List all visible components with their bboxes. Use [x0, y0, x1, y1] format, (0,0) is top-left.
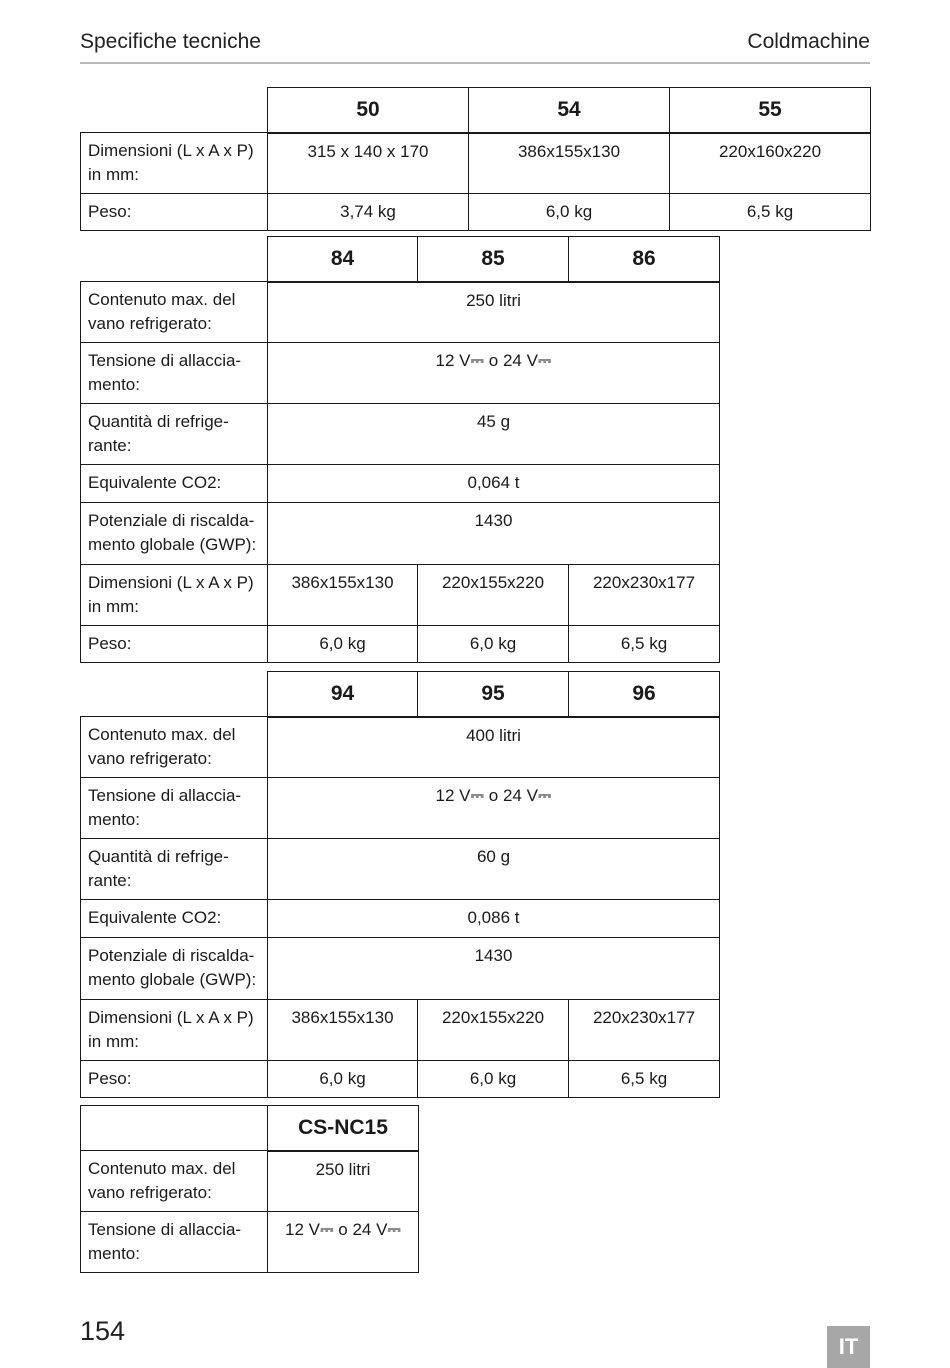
row-label-gwp: Potenziale di riscalda-mento globale (GWP): [81, 503, 268, 565]
row-label-voltage: Tensione di allaccia-mento: [81, 778, 268, 839]
weight-value: 6,0 kg [418, 626, 569, 663]
dimension-value: 386x155x130 [268, 565, 418, 626]
model-header: 95 [418, 672, 569, 717]
model-header: CS-NC15 [268, 1106, 419, 1151]
weight-value: 6,0 kg [469, 194, 670, 231]
page-number: 154 [80, 1316, 126, 1346]
dimension-value: 220x230x177 [569, 565, 720, 626]
spec-table-cs-nc15 [80, 1105, 419, 1273]
dimension-value: 220x230x177 [569, 1000, 720, 1061]
row-label-weight: Peso: [81, 1061, 268, 1098]
gwp-value: 1430 [268, 938, 720, 1000]
capacity-value: 250 litri [268, 282, 720, 343]
model-header: 96 [569, 672, 720, 717]
row-label-dimensions: Dimensioni (L x A x P) in mm: [81, 565, 268, 626]
weight-value: 3,74 kg [268, 194, 469, 231]
voltage-value: 12 V⎓ o 24 V⎓ [268, 343, 720, 404]
row-label-refrigerant: Quantità di refrige-rante: [81, 404, 268, 465]
header-divider [80, 62, 870, 64]
header-empty-cell [81, 1106, 268, 1151]
weight-value: 6,0 kg [268, 1061, 418, 1098]
header-empty-cell [81, 88, 268, 133]
model-header: 54 [469, 88, 670, 133]
voltage-value: 12 V⎓ o 24 V⎓ [268, 1212, 419, 1273]
header-empty-cell [81, 237, 268, 282]
model-header: 85 [418, 237, 569, 282]
row-label-dimensions: Dimensioni (L x A x P) in mm: [81, 1000, 268, 1061]
row-label-weight: Peso: [81, 626, 268, 663]
capacity-value: 250 litri [268, 1151, 419, 1212]
row-label-capacity: Contenuto max. del vano refrigerato: [81, 282, 268, 343]
gwp-value: 1430 [268, 503, 720, 565]
weight-value: 6,5 kg [670, 194, 871, 231]
model-header: 50 [268, 88, 469, 133]
spec-table-50-54-55 [80, 87, 871, 231]
capacity-value: 400 litri [268, 717, 720, 778]
row-label-weight: Peso: [81, 194, 268, 231]
dimension-value: 220x155x220 [418, 1000, 569, 1061]
spec-table-94-95-96 [80, 671, 720, 1098]
language-badge: IT [827, 1326, 870, 1368]
dimension-value: 386x155x130 [469, 133, 670, 194]
row-label-dimensions: Dimensioni (L x A x P) in mm: [81, 133, 268, 194]
section-title: Specifiche tecniche [80, 30, 261, 53]
dimension-value: 315 x 140 x 170 [268, 133, 469, 194]
row-label-capacity: Contenuto max. del vano refrigerato: [81, 717, 268, 778]
model-header: 94 [268, 672, 418, 717]
co2-value: 0,086 t [268, 900, 720, 938]
product-name: Coldmachine [747, 30, 870, 53]
co2-value: 0,064 t [268, 465, 720, 503]
header-empty-cell [81, 672, 268, 717]
weight-value: 6,0 kg [418, 1061, 569, 1098]
dimension-value: 220x160x220 [670, 133, 871, 194]
weight-value: 6,5 kg [569, 1061, 720, 1098]
dimension-value: 386x155x130 [268, 1000, 418, 1061]
model-header: 55 [670, 88, 871, 133]
model-header: 86 [569, 237, 720, 282]
row-label-co2: Equivalente CO2: [81, 465, 268, 503]
model-header: 84 [268, 237, 418, 282]
row-label-refrigerant: Quantità di refrige-rante: [81, 839, 268, 900]
weight-value: 6,5 kg [569, 626, 720, 663]
row-label-capacity: Contenuto max. del vano refrigerato: [81, 1151, 268, 1212]
row-label-gwp: Potenziale di riscalda-mento globale (GWP): [81, 938, 268, 1000]
weight-value: 6,0 kg [268, 626, 418, 663]
refrigerant-value: 45 g [268, 404, 720, 465]
spec-table-84-85-86 [80, 236, 720, 663]
refrigerant-value: 60 g [268, 839, 720, 900]
row-label-co2: Equivalente CO2: [81, 900, 268, 938]
voltage-value: 12 V⎓ o 24 V⎓ [268, 778, 720, 839]
dimension-value: 220x155x220 [418, 565, 569, 626]
row-label-voltage: Tensione di allaccia-mento: [81, 343, 268, 404]
row-label-voltage: Tensione di allaccia-mento: [81, 1212, 268, 1273]
